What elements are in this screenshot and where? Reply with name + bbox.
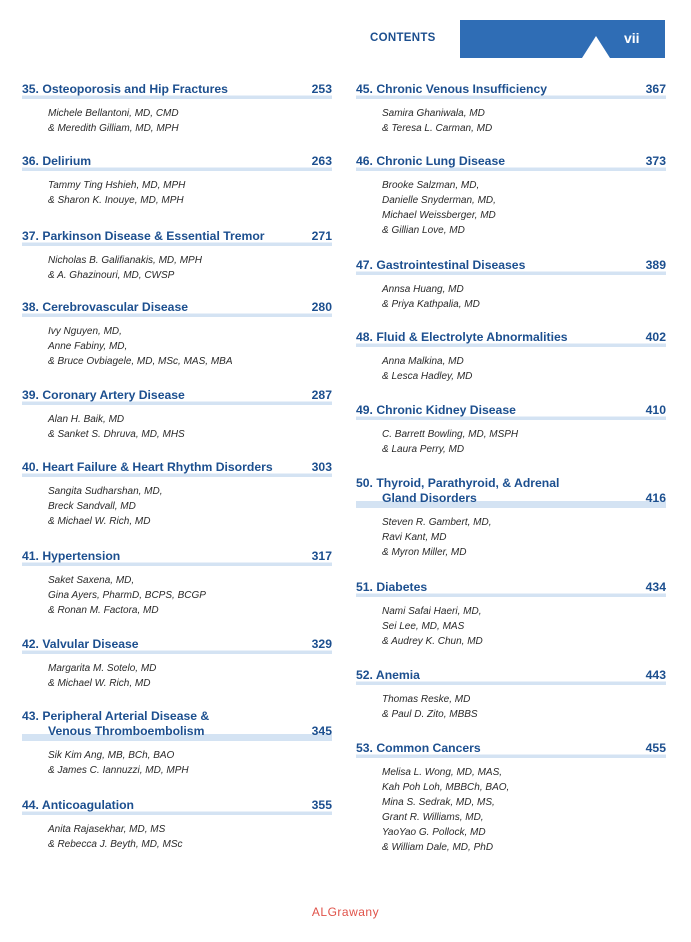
author-name: & Lesca Hadley, MD: [382, 371, 473, 382]
author-name: & Michael W. Rich, MD: [48, 678, 151, 689]
toc-entry: [356, 580, 666, 649]
author-name: Grant R. Williams, MD,: [382, 812, 484, 823]
author-name: Gina Ayers, PharmD, BCPS, BCGP: [48, 590, 206, 601]
chapter-title: Anticoagulation: [41, 798, 134, 812]
chapter-title-row: [22, 549, 332, 566]
author-list: [356, 604, 666, 649]
author-name: & Audrey K. Chun, MD: [382, 636, 483, 647]
author-name: Margarita M. Sotelo, MD: [48, 663, 157, 674]
toc-entry: [22, 709, 332, 778]
author-name: & Bruce Ovbiagele, MD, MSc, MAS, MBA: [48, 356, 233, 367]
chapter-title-row: [22, 388, 332, 405]
author-name: Ivy Nguyen, MD,: [48, 326, 122, 337]
author-name: & Sharon K. Inouye, MD, MPH: [48, 195, 184, 206]
author-name: Tammy Ting Hshieh, MD, MPH: [48, 180, 186, 191]
author-name: & Gillian Love, MD: [382, 225, 465, 236]
chapter-page-number: 287: [311, 388, 332, 402]
chapter-title-line: [356, 403, 666, 418]
chapter-title-line: [22, 709, 332, 724]
chapter-title: Parkinson Disease & Essential Tremor: [42, 229, 265, 243]
chapter-page-number: 317: [311, 549, 332, 563]
chapter-title: Chronic Kidney Disease: [376, 403, 516, 417]
chapter-title: Thyroid, Parathyroid, & Adrenal: [376, 476, 560, 490]
author-name: & Myron Miller, MD: [382, 547, 467, 558]
toc-entry: [356, 258, 666, 312]
toc-entry: [356, 741, 666, 855]
chapter-page-number: 271: [311, 229, 332, 243]
chapter-page-number: 329: [311, 637, 332, 651]
author-name: Anne Fabiny, MD,: [48, 341, 128, 352]
author-name: Annsa Huang, MD: [382, 284, 464, 295]
toc-entry: [356, 82, 666, 136]
author-name: Nami Safai Haeri, MD,: [382, 606, 482, 617]
toc-entry: [22, 300, 332, 369]
chapter-title-row: [22, 229, 332, 246]
author-list: [22, 324, 332, 369]
chapter-number: 46.: [356, 154, 373, 168]
chapter-number: 37.: [22, 229, 39, 243]
chapter-page-number: 367: [645, 82, 666, 96]
chapter-number: 44.: [22, 798, 39, 812]
author-name: Mina S. Sedrak, MD, MS,: [382, 797, 495, 808]
chapter-title-line: [356, 741, 666, 756]
chapter-number: 40.: [22, 460, 39, 474]
chapter-title: Fluid & Electrolyte Abnormalities: [376, 330, 568, 344]
chapter-page-number: 402: [645, 330, 666, 344]
chapter-number: 39.: [22, 388, 39, 402]
author-list: [22, 661, 332, 691]
chapter-title-line: [22, 154, 332, 169]
author-name: Sangita Sudharshan, MD,: [48, 486, 163, 497]
author-name: Alan H. Baik, MD: [48, 414, 125, 425]
chapter-page-number: 373: [645, 154, 666, 168]
chapter-title-line: [22, 724, 332, 739]
author-name: YaoYao G. Pollock, MD: [382, 827, 486, 838]
chapter-title-row: [356, 476, 666, 508]
chapter-title: Cerebrovascular Disease: [42, 300, 189, 314]
watermark-text: ALGrawany: [311, 905, 380, 919]
author-name: Nicholas B. Galifianakis, MD, MPH: [48, 255, 202, 266]
author-list: [22, 822, 332, 852]
chapter-number: 36.: [22, 154, 39, 168]
author-name: & Michael W. Rich, MD: [48, 516, 151, 527]
chapter-title-row: [356, 258, 666, 275]
chapter-number: 38.: [22, 300, 39, 314]
header-page-tab: [460, 20, 665, 58]
author-list: [356, 515, 666, 560]
author-list: [22, 178, 332, 208]
chapter-page-number: 455: [645, 741, 666, 755]
chapter-title-line: [22, 798, 332, 813]
toc-entry: [356, 154, 666, 238]
chapter-number: 45.: [356, 82, 373, 96]
chapter-title-line: [356, 330, 666, 345]
toc-entry: [22, 637, 332, 691]
chapter-title-line: [22, 460, 332, 475]
author-name: & Ronan M. Factora, MD: [48, 605, 159, 616]
chapter-number: 43.: [22, 709, 39, 723]
author-name: & James C. Iannuzzi, MD, MPH: [48, 765, 189, 776]
author-name: & Paul D. Zito, MBBS: [382, 709, 478, 720]
chapter-page-number: 389: [645, 258, 666, 272]
author-name: & A. Ghazinouri, MD, CWSP: [48, 270, 175, 281]
chapter-number: 53.: [356, 741, 373, 755]
chapter-page-number: 345: [311, 724, 332, 738]
chapter-title: Anemia: [375, 668, 420, 682]
chapter-title-line: [22, 549, 332, 564]
chapter-page-number: 263: [311, 154, 332, 168]
chapter-title-line: [356, 154, 666, 169]
chapter-number: 42.: [22, 637, 39, 651]
author-name: & Laura Perry, MD: [382, 444, 465, 455]
author-name: Steven R. Gambert, MD,: [382, 517, 492, 528]
chapter-title: Heart Failure & Heart Rhythm Disorders: [42, 460, 273, 474]
author-list: [22, 748, 332, 778]
author-list: [356, 427, 666, 457]
author-name: Michele Bellantoni, MD, CMD: [48, 108, 179, 119]
author-list: [22, 573, 332, 618]
author-list: [356, 106, 666, 136]
chapter-title: Coronary Artery Disease: [42, 388, 185, 402]
chapter-number: 49.: [356, 403, 373, 417]
page-roman-numeral: vii: [624, 30, 640, 46]
author-list: [22, 412, 332, 442]
chapter-title-continued: Venous Thromboembolism: [48, 724, 205, 738]
author-name: Anita Rajasekhar, MD, MS: [48, 824, 166, 835]
chapter-title: Hypertension: [42, 549, 121, 563]
chapter-number: 41.: [22, 549, 39, 563]
chapter-title-line: [22, 229, 332, 244]
author-name: Breck Sandvall, MD: [48, 501, 136, 512]
header-contents-label: CONTENTS: [370, 32, 436, 44]
toc-entry: [22, 388, 332, 442]
chapter-title: Chronic Venous Insufficiency: [376, 82, 548, 96]
author-name: & Rebecca J. Beyth, MD, MSc: [48, 839, 183, 850]
chapter-number: 47.: [356, 258, 373, 272]
author-name: Danielle Snyderman, MD,: [382, 195, 496, 206]
chapter-title-line: [22, 388, 332, 403]
author-name: Thomas Reske, MD: [382, 694, 471, 705]
chapter-title: Delirium: [42, 154, 92, 168]
author-list: [22, 106, 332, 136]
chapter-title-line: [356, 580, 666, 595]
toc-entry: [356, 668, 666, 722]
toc-entry: [22, 82, 332, 136]
chapter-title-line: [356, 491, 666, 506]
author-name: Ravi Kant, MD: [382, 532, 447, 543]
toc-entry: [22, 798, 332, 852]
chapter-title: Common Cancers: [376, 741, 481, 755]
author-name: & Teresa L. Carman, MD: [382, 123, 493, 134]
toc-entry: [22, 460, 332, 529]
author-name: Anna Malkina, MD: [382, 356, 464, 367]
chapter-title-row: [22, 709, 332, 741]
chapter-title-line: [356, 258, 666, 273]
author-name: & Sanket S. Dhruva, MD, MHS: [48, 429, 185, 440]
author-name: Saket Saxena, MD,: [48, 575, 135, 586]
chapter-page-number: 355: [311, 798, 332, 812]
chapter-title-row: [356, 330, 666, 347]
author-name: & William Dale, MD, PhD: [382, 842, 494, 853]
chapter-page-number: 303: [311, 460, 332, 474]
author-list: [22, 253, 332, 283]
chapter-number: 52.: [356, 668, 373, 682]
chapter-page-number: 434: [645, 580, 666, 594]
chapter-page-number: 280: [311, 300, 332, 314]
author-name: & Meredith Gilliam, MD, MPH: [48, 123, 179, 134]
chapter-title: Osteoporosis and Hip Fractures: [42, 82, 228, 96]
chapter-title-line: [22, 82, 332, 97]
chapter-page-number: 253: [311, 82, 332, 96]
toc-entry: [22, 154, 332, 208]
chapter-number: 51.: [356, 580, 373, 594]
toc-entry: [356, 476, 666, 560]
chapter-title-row: [22, 82, 332, 99]
chapter-title: Gastrointestinal Diseases: [376, 258, 526, 272]
chapter-title-line: [356, 476, 666, 491]
author-list: [356, 282, 666, 312]
toc-entry: [356, 403, 666, 457]
chapter-title-line: [356, 82, 666, 97]
author-list: [356, 178, 666, 238]
chapter-number: 48.: [356, 330, 373, 344]
author-name: Brooke Salzman, MD,: [382, 180, 480, 191]
chapter-page-number: 416: [645, 491, 666, 505]
chapter-title: Chronic Lung Disease: [376, 154, 506, 168]
chapter-title-row: [22, 798, 332, 815]
author-name: Sik Kim Ang, MB, BCh, BAO: [48, 750, 175, 761]
author-name: & Priya Kathpalia, MD: [382, 299, 480, 310]
author-name: Melisa L. Wong, MD, MAS,: [382, 767, 503, 778]
chapter-title-row: [356, 403, 666, 420]
author-name: Sei Lee, MD, MAS: [382, 621, 465, 632]
author-list: [356, 765, 666, 855]
author-name: Samira Ghaniwala, MD: [382, 108, 485, 119]
chapter-title-row: [356, 580, 666, 597]
chapter-title: Valvular Disease: [42, 637, 139, 651]
author-name: Kah Poh Loh, MBBCh, BAO,: [382, 782, 510, 793]
chapter-title-line: [22, 300, 332, 315]
chapter-title-continued: Gland Disorders: [382, 491, 477, 505]
chapter-title-row: [356, 741, 666, 758]
author-name: Michael Weissberger, MD: [382, 210, 496, 221]
author-list: [22, 484, 332, 529]
chapter-title: Diabetes: [376, 580, 428, 594]
chapter-title-row: [22, 637, 332, 654]
chapter-title-row: [22, 300, 332, 317]
chapter-title: Peripheral Arterial Disease &: [42, 709, 210, 723]
chapter-title-row: [356, 82, 666, 99]
chapter-title-row: [356, 154, 666, 171]
chapter-title-row: [22, 154, 332, 171]
author-list: [356, 354, 666, 384]
chapter-number: 50.: [356, 476, 373, 490]
toc-entry: [356, 330, 666, 384]
chapter-title-line: [22, 637, 332, 652]
toc-entry: [22, 229, 332, 283]
author-list: [356, 692, 666, 722]
chapter-title-row: [22, 460, 332, 477]
chapter-page-number: 410: [645, 403, 666, 417]
chapter-page-number: 443: [645, 668, 666, 682]
chapter-number: 35.: [22, 82, 39, 96]
chapter-title-row: [356, 668, 666, 685]
chapter-title-line: [356, 668, 666, 683]
tab-notch: [582, 36, 610, 58]
toc-entry: [22, 549, 332, 618]
author-name: C. Barrett Bowling, MD, MSPH: [382, 429, 519, 440]
